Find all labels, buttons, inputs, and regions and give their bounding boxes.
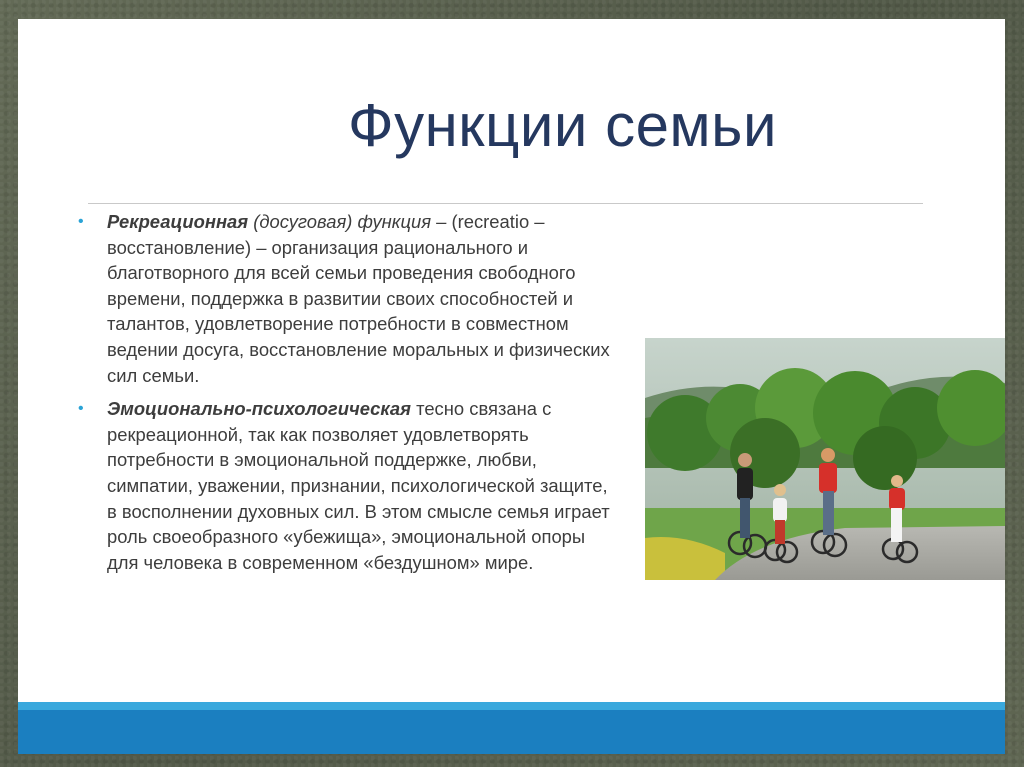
bullet-list: [78, 209, 618, 583]
family-cycling-photo: [645, 338, 1005, 580]
slide: [18, 19, 1005, 754]
footer-stripe-light: [18, 702, 1005, 710]
bullet-text: тесно связана с рекреационной, так как позволяет удовлетворять потребности в эмоциональной поддержке, любви, симпатии, уважении, признании, психологической защите, в восполнении духовных сил. В этом смысле семья играет роль своеобразного «убежища», эмоциональной опоры для человека в современном «бездушном» мире.: [107, 398, 610, 573]
bullet-item-recreational: [78, 209, 618, 388]
bullet-icon: •: [78, 400, 84, 418]
bullet-term: Эмоционально-психологическая: [107, 398, 411, 420]
bullet-icon: •: [78, 213, 84, 230]
bullet-qualifier: (досуговая) функция: [253, 211, 432, 232]
bullet-item-emotional: [78, 396, 618, 575]
slide-title: Функции семьи: [348, 92, 777, 159]
footer-bar: [18, 702, 1005, 754]
bullet-text: – (recreatio – восстановление) – организация рационального и благотворного для всей семьи проведения свободного времени, поддержка в развитии своих способностей и талантов, удовлетворение потребности в совместном ведении досуга, восстановление моральных и физических сил семьи.: [107, 211, 610, 386]
footer-stripe-dark: [18, 710, 1005, 754]
title-divider: [88, 203, 923, 204]
bullet-term: Рекреационная: [107, 211, 249, 232]
